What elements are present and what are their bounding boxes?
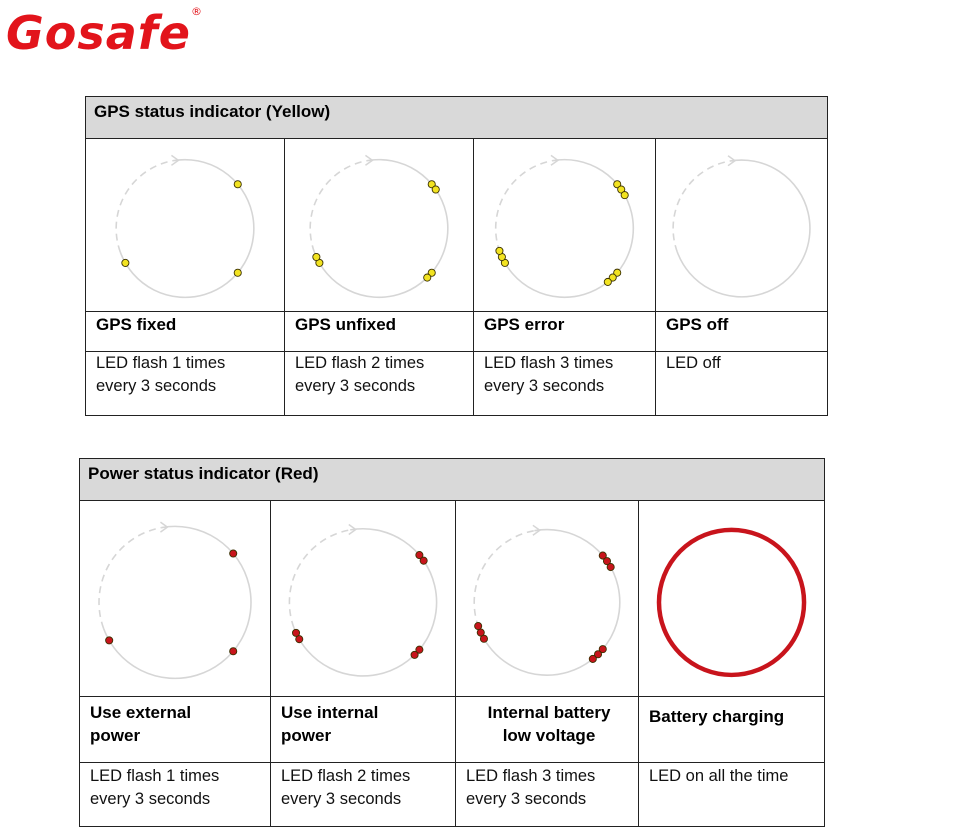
gps-state-name: GPS error xyxy=(474,312,656,352)
low-voltage-diagram xyxy=(456,501,639,697)
desc-line: LED off xyxy=(666,354,721,373)
flash-dot xyxy=(230,550,237,557)
desc-line: LED flash 1 times xyxy=(90,767,220,785)
registered-mark: ® xyxy=(191,5,203,18)
flash-dot xyxy=(230,648,237,655)
name-line: power xyxy=(90,726,141,745)
desc-line: LED on all the time xyxy=(649,767,789,785)
external-power-diagram xyxy=(80,501,271,697)
flash-dot xyxy=(106,637,113,644)
flash-dot xyxy=(432,186,439,193)
cycle-arc xyxy=(677,160,810,297)
gps-status-table xyxy=(85,96,828,416)
name-line: Use internal xyxy=(281,703,379,722)
power-state-name xyxy=(639,697,825,763)
gps-state-desc xyxy=(656,352,828,416)
gps-fixed-diagram xyxy=(86,139,285,312)
flash-dot xyxy=(424,274,431,281)
cycle-dashed-arc xyxy=(99,528,162,629)
gps-unfixed-diagram xyxy=(285,139,474,312)
cycle-dashed-arc xyxy=(474,531,534,628)
cycle-dashed-arc xyxy=(673,161,730,252)
flash-dot xyxy=(496,247,503,254)
power-state-name xyxy=(80,697,271,763)
desc-line: LED flash 2 times xyxy=(295,354,425,373)
battery-charging-diagram xyxy=(639,501,825,697)
cycle-arc xyxy=(120,160,254,298)
led-solid-ring xyxy=(659,530,804,675)
cycle-dashed-arc xyxy=(289,530,350,628)
gps-state-name: GPS off xyxy=(656,312,828,352)
desc-line: every 3 seconds xyxy=(295,377,416,396)
gps-error-diagram xyxy=(474,139,656,312)
flash-dot xyxy=(313,253,320,260)
gps-state-desc xyxy=(285,352,474,416)
cycle-dashed-arc xyxy=(496,161,553,252)
flash-dot xyxy=(122,259,129,266)
desc-line: LED flash 3 times xyxy=(466,767,596,785)
desc-line: every 3 seconds xyxy=(466,790,587,808)
flash-dot xyxy=(420,557,427,564)
power-state-desc xyxy=(271,763,456,827)
gps-state-desc xyxy=(474,352,656,416)
power-state-desc xyxy=(80,763,271,827)
desc-line: LED flash 2 times xyxy=(281,767,411,785)
flash-dot xyxy=(234,181,241,188)
logo-text: Gosafe xyxy=(6,6,191,60)
gps-state-name: GPS fixed xyxy=(86,312,285,352)
desc-line: LED flash 3 times xyxy=(484,354,614,373)
power-state-desc xyxy=(456,763,639,827)
desc-line: every 3 seconds xyxy=(90,790,211,808)
flash-dot xyxy=(411,651,418,658)
gosafe-logo xyxy=(6,2,203,64)
cycle-dashed-arc xyxy=(310,161,367,252)
flash-dot xyxy=(234,269,241,276)
flash-dot xyxy=(589,655,596,662)
power-status-table xyxy=(79,458,825,827)
power-state-name xyxy=(271,697,456,763)
gps-state-name: GPS unfixed xyxy=(285,312,474,352)
flash-dot xyxy=(607,563,614,570)
name-line: Internal battery xyxy=(487,703,611,722)
power-table-title: Power status indicator (Red) xyxy=(80,459,825,501)
flash-dot xyxy=(292,629,299,636)
flash-dot xyxy=(621,192,628,199)
gps-table-title: GPS status indicator (Yellow) xyxy=(86,97,828,139)
desc-line: every 3 seconds xyxy=(281,790,402,808)
name-line: low voltage xyxy=(502,726,596,745)
desc-line: every 3 seconds xyxy=(484,377,605,396)
name-line: Use external xyxy=(90,703,192,722)
power-state-desc xyxy=(639,763,825,827)
desc-line: LED flash 1 times xyxy=(96,354,226,373)
desc-line: every 3 seconds xyxy=(96,377,217,396)
power-state-name xyxy=(456,697,639,763)
internal-power-diagram xyxy=(271,501,456,697)
cycle-dashed-arc xyxy=(116,161,173,252)
gps-off-diagram xyxy=(656,139,828,312)
cycle-arc xyxy=(104,526,251,678)
flash-dot xyxy=(604,278,611,285)
gps-state-desc xyxy=(86,352,285,416)
name-line: Battery charging xyxy=(649,707,785,726)
flash-dot xyxy=(475,622,482,629)
name-line: power xyxy=(281,726,332,745)
